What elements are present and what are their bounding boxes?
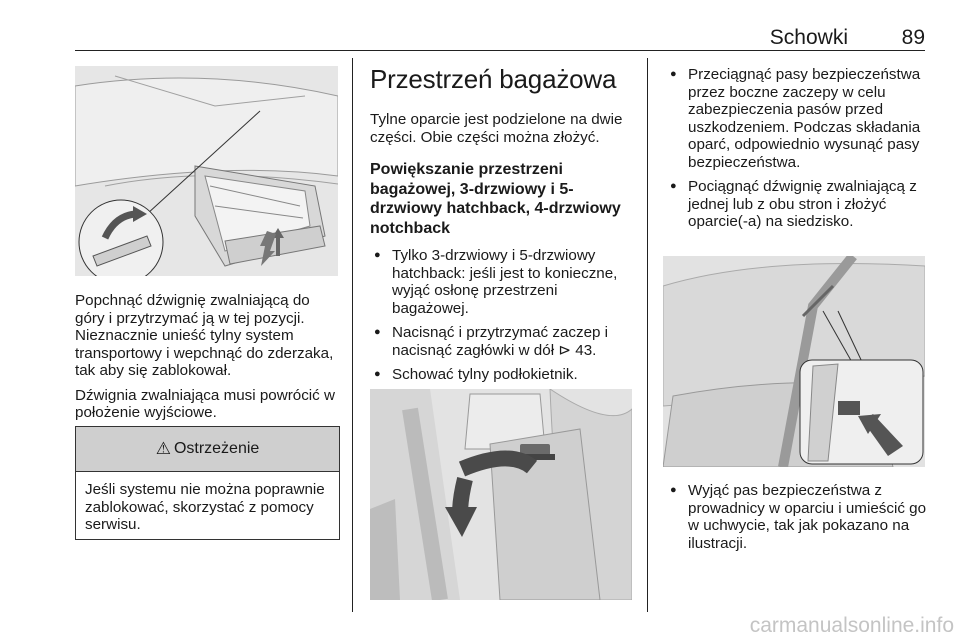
bullet-list bbox=[666, 66, 930, 231]
middle-text-column bbox=[370, 111, 635, 391]
column-divider-right bbox=[647, 58, 648, 612]
page-reference[interactable]: 43. bbox=[575, 341, 597, 359]
illustration-rear-carrier bbox=[75, 66, 338, 276]
left-text-column bbox=[75, 292, 340, 429]
section-title: Schowki bbox=[769, 26, 848, 49]
right-text-column-bottom bbox=[666, 482, 930, 559]
warning-title: Ostrzeżenie bbox=[173, 440, 260, 457]
list-item: ● Pociągnąć dźwignię zwalniającą z jednej lub z obu stron i złożyć oparcie(-a) na siedzisko. bbox=[666, 178, 930, 231]
warning-triangle-icon: ⚠ bbox=[155, 439, 171, 458]
warning-text: Jeśli systemu nie można poprawnie zablokować, skorzystać z pomocy serwisu. bbox=[85, 481, 325, 533]
paragraph: Dźwignia zwalniająca musi powrócić w położenie wyjściowe. bbox=[75, 386, 335, 421]
page-header bbox=[75, 0, 925, 52]
list-item: ● Schować tylny podłokietnik. bbox=[370, 366, 635, 384]
column-divider-left bbox=[352, 58, 353, 612]
subheading: Powiększanie przestrzeni bagażowej, 3-drzwiowy i 5-drzwiowy hatchback, 4-drzwiowy notchback bbox=[370, 161, 621, 237]
page-number: 89 bbox=[901, 26, 925, 49]
warning-box bbox=[75, 426, 340, 540]
paragraph: Popchnąć dźwignię zwalniającą do góry i przytrzymać ją w tej pozycji. Nieznacznie unieść tylny system transportowy i wepchnąć do zderzaka, tak aby się zablokował. bbox=[75, 292, 334, 379]
watermark: carmanualsonline.info bbox=[749, 614, 954, 637]
list-item: ● Wyjąć pas bezpieczeństwa z prowadnicy w oparciu i umieścić go w uchwycie, tak jak pokazano na ilustracji. bbox=[666, 482, 930, 552]
bullet-list bbox=[666, 482, 930, 552]
section-heading: Przestrzeń bagażowa bbox=[370, 64, 617, 94]
page-reference-arrow-icon: ⊳ bbox=[558, 341, 572, 359]
list-item: ● Tylko 3-drzwiowy i 5-drzwiowy hatchback: jeśli jest to konieczne, wyjąć osłonę przestrzeni bagażowej. bbox=[370, 247, 635, 317]
right-text-column-top bbox=[666, 66, 930, 238]
warning-header bbox=[76, 427, 339, 472]
illustration-rear-seat-armrest bbox=[370, 389, 632, 600]
bullet-list bbox=[370, 247, 635, 384]
list-item: ● Nacisnąć i przytrzymać zaczep i nacisnąć zagłówki w dół ⊳ 43. bbox=[370, 324, 635, 359]
list-item: ● Przeciągnąć pasy bezpieczeństwa przez boczne zaczepy w celu zabezpieczenia pasów przed uszkodzeniem. Podczas składania oparć, odpowiednio wysunąć pasy bezpieczeństwa. bbox=[666, 66, 930, 171]
intro-paragraph: Tylne oparcie jest podzielone na dwie części. Obie części można złożyć. bbox=[370, 111, 623, 146]
illustration-seat-belt-release-lever bbox=[663, 256, 925, 467]
header-rule bbox=[75, 50, 925, 51]
